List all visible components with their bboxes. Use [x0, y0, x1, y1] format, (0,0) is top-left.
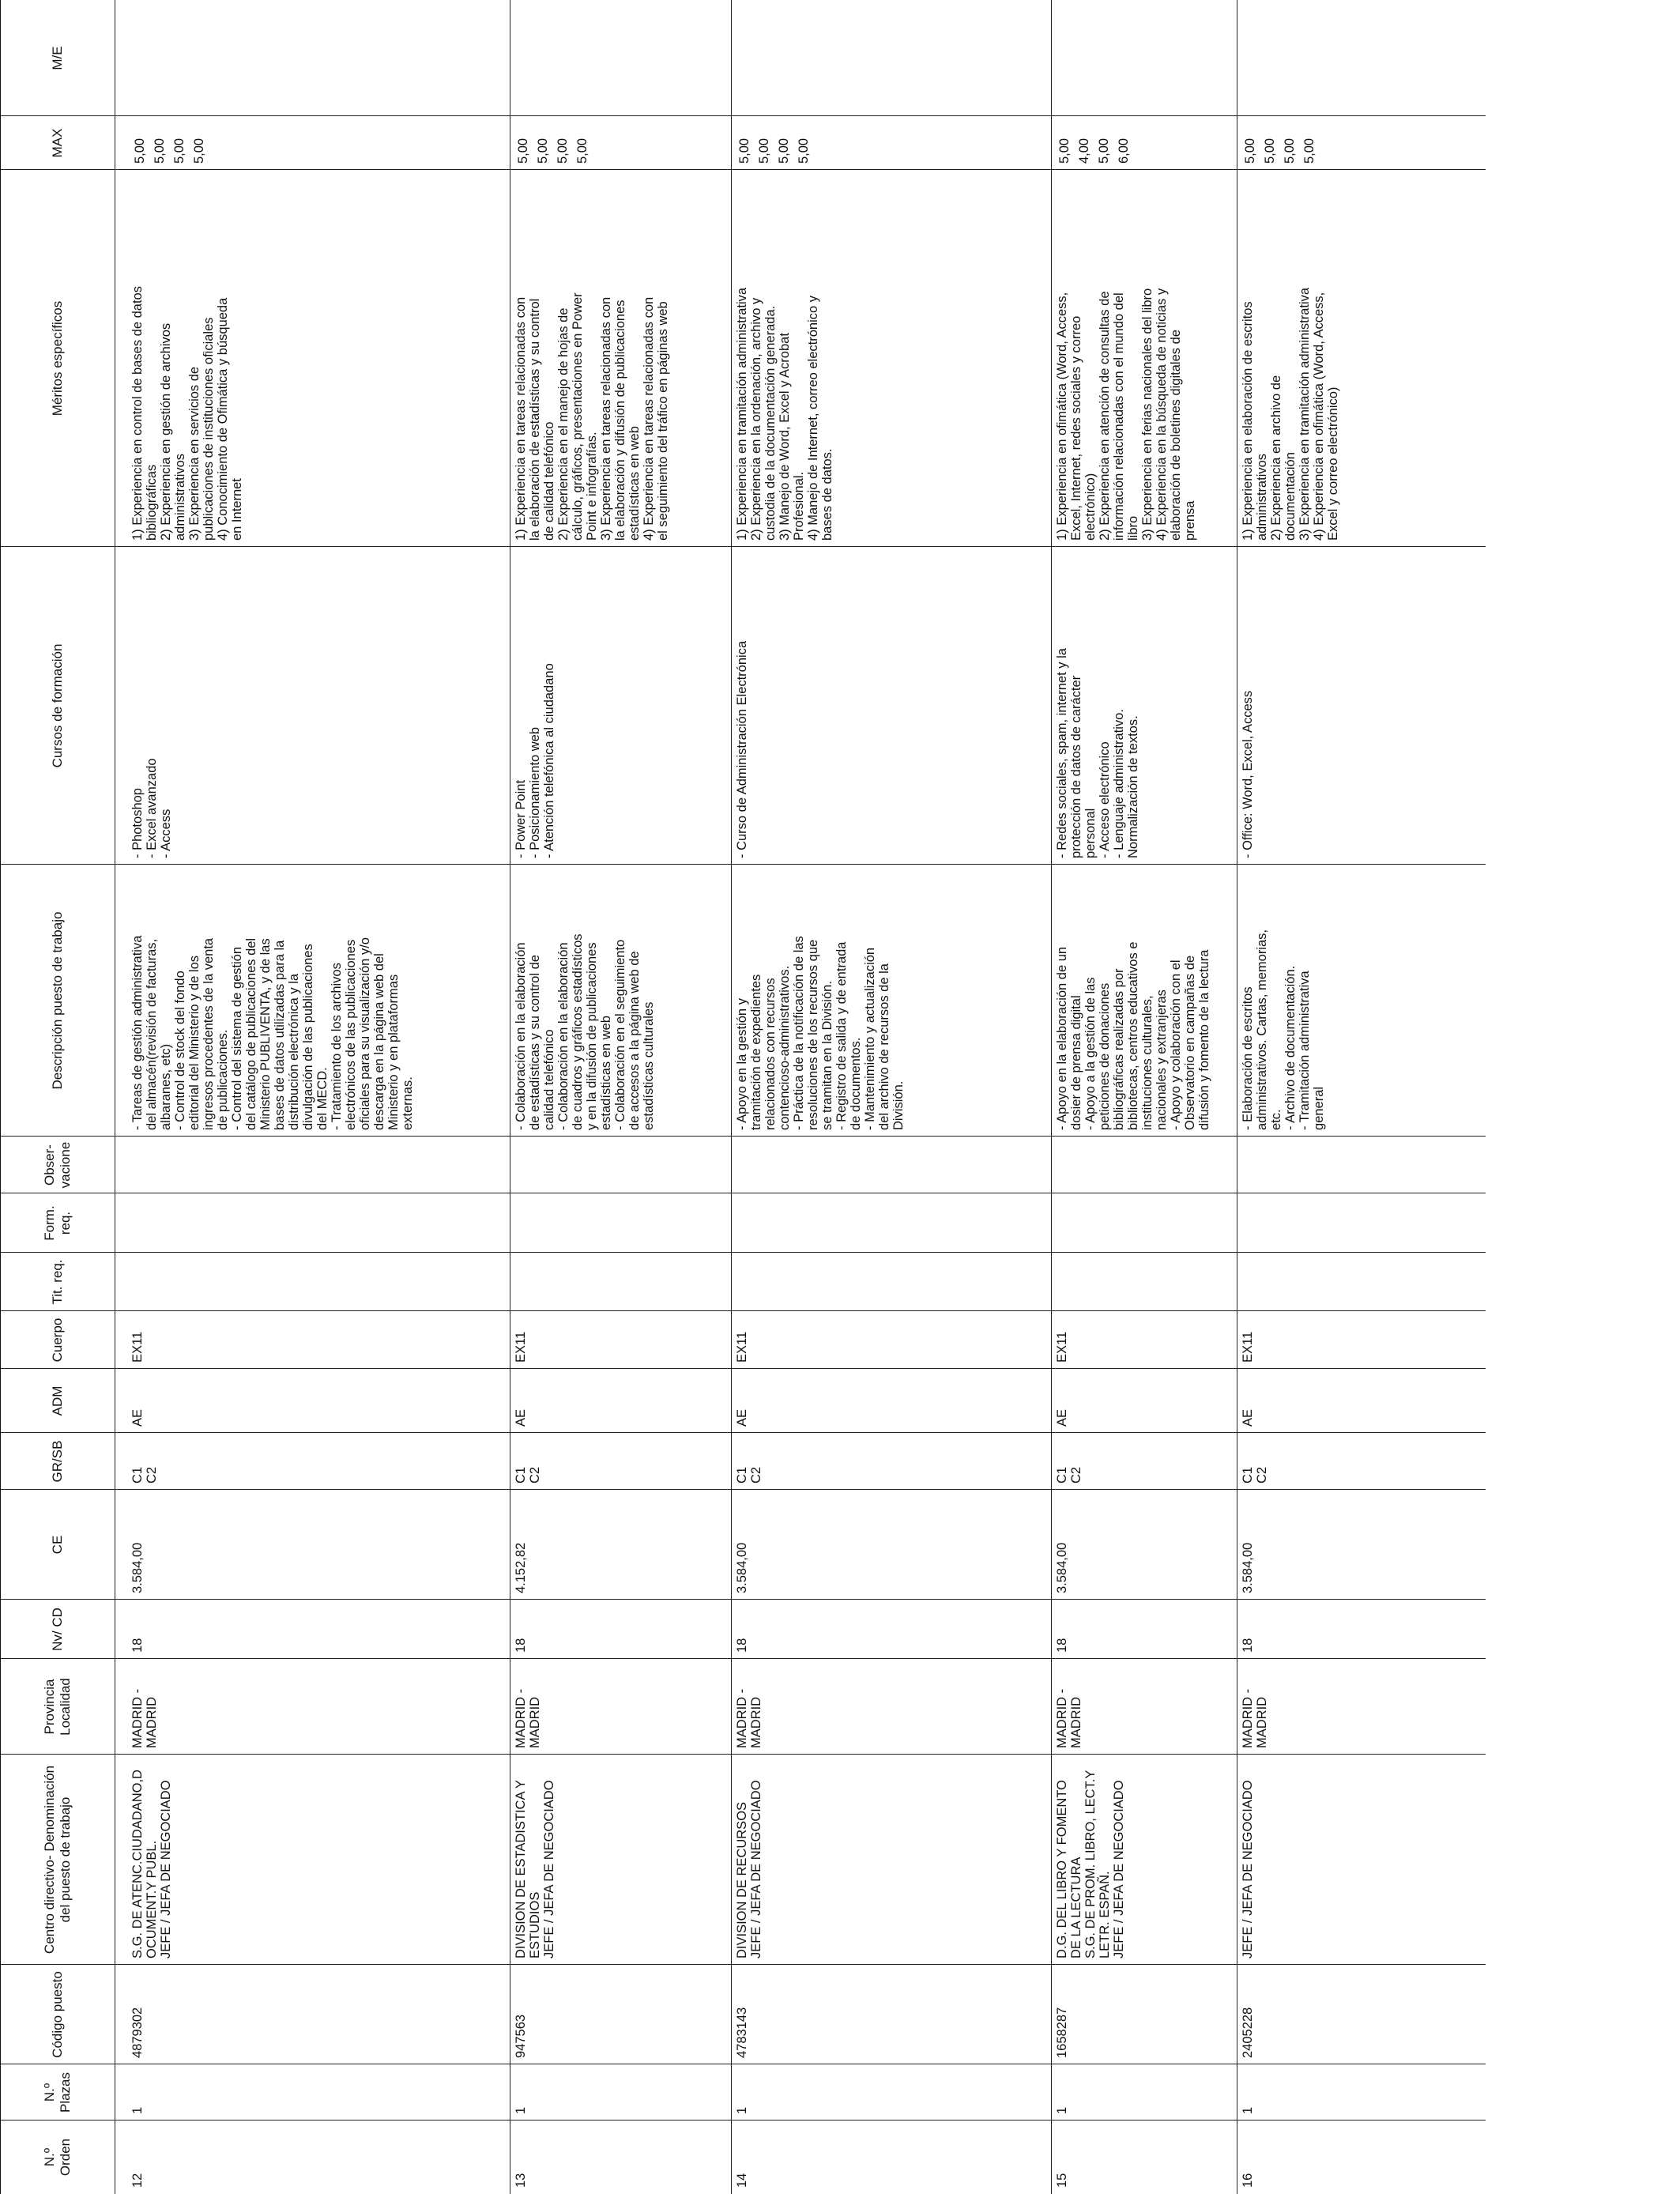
- cell-ce: 3.584,00: [735, 1542, 749, 1593]
- column-divider: [0, 1252, 1486, 1253]
- header-meritos-label: Méritos específicos: [50, 300, 65, 417]
- header-adm: [0, 1369, 115, 1433]
- cell-cursos: - Power Point - Posicionamiento web - Atención telefónica al ciudadano: [514, 663, 556, 858]
- header-max: [0, 116, 115, 170]
- cell-max: 5,00 4,00 5,00 6,00: [1057, 138, 1131, 164]
- cell-cursos: - Office: Word, Excel, Access: [1241, 690, 1255, 858]
- cell-nivel: 18: [514, 1638, 528, 1653]
- header-cursos: [0, 547, 115, 865]
- header-me-label: M/E: [50, 46, 65, 70]
- header-ce-label: CE: [50, 1535, 65, 1555]
- cell-plazas: 1: [1241, 2106, 1255, 2114]
- cell-grupo: C1 C2: [735, 1466, 763, 1483]
- column-divider: [0, 864, 1486, 865]
- cell-orden: 12: [130, 2173, 145, 2188]
- header-orden: [0, 2120, 115, 2194]
- cell-meritos: 1) Experiencia en tramitación administrativa 2) Experiencia en la ordenación, archivo y custodia de la documentación generada. 3) Manejo de Word, Excel y Acrobat Profesional. 4) Manejo de Internet, correo electrónico y bases de datos.: [735, 287, 834, 541]
- cell-max: 5,00 5,00 5,00 5,00: [1243, 138, 1317, 164]
- column-divider: [0, 1658, 1486, 1659]
- cell-grupo: C1 C2: [130, 1466, 159, 1483]
- cell-cuerpo: EX11: [1241, 1331, 1255, 1363]
- cell-nivel: 18: [130, 1638, 145, 1653]
- column-divider: [0, 1489, 1486, 1490]
- header-descripcion-label: Descripción puesto de trabajo: [50, 911, 65, 1090]
- header-grupo: [0, 1433, 115, 1490]
- cell-codigo: 1658287: [1055, 2007, 1069, 2058]
- header-centro: [0, 1755, 115, 1965]
- header-observaciones: [0, 1137, 115, 1193]
- cell-centro: S.G. DE ATENC.CIUDADANO,D OCUMENT.Y PUBL. JEFE / JEFA DE NEGOCIADO: [130, 1770, 173, 1958]
- cell-codigo: 2405228: [1241, 2007, 1255, 2058]
- cell-adm: AE: [1241, 1408, 1255, 1427]
- cell-adm: AE: [130, 1408, 145, 1427]
- header-titulacion-label: Tit. req.: [50, 1259, 65, 1305]
- header-meritos: [0, 170, 115, 547]
- cell-meritos: 1) Experiencia en ofimática (Word, Access, Excel, Internet, redes sociales y correo electrónico) 2) Experiencia en atención de consultas de información relacionadas con el mundo del libro 3) Experiencia en ferias nacionales del libro 4) Experiencia en la búsqueda de noticias y elaboración de boletines digitales de prensa: [1055, 288, 1197, 541]
- column-divider: [0, 1754, 1486, 1755]
- header-plazas: [0, 2064, 115, 2120]
- header-adm-label: ADM: [50, 1385, 65, 1416]
- cell-centro: DIVISION DE RECURSOS JEFE / JEFA DE NEGOCIADO: [735, 1780, 763, 1958]
- row-separator: [731, 0, 732, 2194]
- header-codigo: [0, 1965, 115, 2064]
- header-cuerpo: [0, 1311, 115, 1369]
- header-provincia-label: Provincia Localidad: [42, 1678, 73, 1736]
- header-nivel: [0, 1600, 115, 1659]
- cell-orden: 14: [735, 2173, 749, 2188]
- column-divider: [0, 1136, 1486, 1137]
- column-divider: [0, 1310, 1486, 1311]
- column-divider: [0, 1599, 1486, 1600]
- cell-codigo: 4879302: [130, 2007, 145, 2058]
- cell-max: 5,00 5,00 5,00 5,00: [133, 138, 206, 164]
- cell-cuerpo: EX11: [130, 1331, 145, 1363]
- cell-grupo: C1 C2: [1055, 1466, 1083, 1483]
- cell-plazas: 1: [514, 2106, 528, 2114]
- cell-plazas: 1: [1055, 2106, 1069, 2114]
- header-cursos-label: Cursos de formación: [50, 643, 65, 768]
- cell-meritos: 1) Experiencia en control de bases de datos bibliográficas 2) Experiencia en gestión de archivos administrativos 3) Experiencia en servicios de publicaciones de instituciones oficiales 4) Conocimiento de Ofimática y búsqueda en Internet: [130, 286, 244, 541]
- cell-plazas: 1: [130, 2106, 145, 2114]
- cell-adm: AE: [514, 1408, 528, 1427]
- cell-orden: 15: [1055, 2173, 1069, 2188]
- cell-adm: AE: [1055, 1408, 1069, 1427]
- header-descripcion: [0, 865, 115, 1137]
- cell-codigo: 4783143: [735, 2007, 749, 2058]
- header-provincia: [0, 1659, 115, 1755]
- header-max-label: MAX: [50, 128, 65, 158]
- column-divider: [0, 1432, 1486, 1433]
- cell-ce: 3.584,00: [1241, 1542, 1255, 1593]
- cell-grupo: C1 C2: [1241, 1466, 1269, 1483]
- cell-orden: 16: [1241, 2173, 1255, 2188]
- cell-cursos: - Photoshop - Excel avanzado - Access: [130, 758, 173, 858]
- header-me: [0, 0, 115, 116]
- cell-adm: AE: [735, 1408, 749, 1427]
- cell-codigo: 947563: [514, 2014, 528, 2058]
- cell-provincia: MADRID - MADRID: [1241, 1688, 1269, 1748]
- header-titulacion: [0, 1253, 115, 1311]
- cell-meritos: 1) Experiencia en tareas relacionadas con la elaboración de estadísticas y su control de calidad telefónico 2) Experiencia en el manejo de hojas de cálculo, gráficos, presentaciones en Power Point e infografías. 3) Experiencia en tareas relacionadas con la elaboración y difusión de publicaciones estadísticas en web 4) Experiencia en tareas relacionadas con el seguimiento del tráfico en páginas web: [514, 292, 670, 541]
- cell-cursos: - Redes sociales, spam, internet y la protección de datos de carácter personal - Acceso electrónico - Lenguaje administrativo. Normalización de textos.: [1055, 648, 1140, 858]
- header-orden-label: N.º Orden: [42, 2138, 73, 2177]
- cell-cuerpo: EX11: [735, 1331, 749, 1363]
- cell-plazas: 1: [735, 2106, 749, 2114]
- header-grupo-label: GR/SB: [50, 1440, 65, 1483]
- cell-provincia: MADRID - MADRID: [735, 1688, 763, 1748]
- header-observaciones-label: Obser- vacione: [42, 1141, 73, 1189]
- cell-ce: 4.152,82: [514, 1542, 528, 1593]
- cell-grupo: C1 C2: [514, 1466, 542, 1483]
- header-cuerpo-label: Cuerpo: [50, 1318, 65, 1363]
- row-separator: [1051, 0, 1052, 2194]
- header-centro-label: Centro directivo- Denominación del puesto de trabajo: [42, 1765, 73, 1955]
- cell-centro: JEFE / JEFA DE NEGOCIADO: [1241, 1780, 1255, 1958]
- header-ce: [0, 1490, 115, 1600]
- cell-nivel: 18: [1055, 1638, 1069, 1653]
- cell-centro: DIVISION DE ESTADISTICA Y ESTUDIOS JEFE / JEFA DE NEGOCIADO: [514, 1780, 556, 1958]
- cell-cuerpo: EX11: [514, 1331, 528, 1363]
- cell-provincia: MADRID - MADRID: [514, 1688, 542, 1748]
- header-formacion-label: Form. req.: [42, 1205, 73, 1241]
- cell-cuerpo: EX11: [1055, 1331, 1069, 1363]
- cell-nivel: 18: [1241, 1638, 1255, 1653]
- column-divider: [0, 115, 1486, 116]
- header-plazas-label: N.º Plazas: [42, 2071, 73, 2113]
- header-codigo-label: Código puesto: [50, 1971, 65, 2058]
- column-divider: [0, 1368, 1486, 1369]
- header-formacion: [0, 1193, 115, 1253]
- column-divider: [0, 169, 1486, 170]
- cell-orden: 13: [514, 2173, 528, 2188]
- cell-cursos: - Curso de Administración Electrónica: [735, 640, 749, 858]
- cell-ce: 3.584,00: [130, 1542, 145, 1593]
- cell-provincia: MADRID - MADRID: [1055, 1688, 1083, 1748]
- cell-ce: 3.584,00: [1055, 1542, 1069, 1593]
- cell-provincia: MADRID - MADRID: [130, 1688, 159, 1748]
- cell-max: 5,00 5,00 5,00 5,00: [516, 138, 590, 164]
- cell-descripcion: - Tareas de gestión administrativa del almacén(revisión de facturas, albaranes, etc) - Control de stock del fondo editorial del Ministerio y de los ingresos procedentes de la venta de publicaciones. - Control del sistema de gestión del catálogo de publicaciones del Ministerio PUBLIVENTA, y de las bases de datos utilizadas para la distribución electrónica y la divulgación de las publicaciones del MECD. - Tratamiento de los archivos electrónicos de las publicaciones oficiales para su visualización y/o descarga en la página web del Ministerio y en plataformas externas.: [130, 935, 415, 1130]
- header-nivel-label: Nv/ CD: [50, 1608, 65, 1651]
- cell-descripcion: - Elaboración de escritos administrativos. Cartas, memorias, etc. - Archivo de documentación. - Tramitación administrativa general: [1241, 929, 1326, 1130]
- cell-meritos: 1) Experiencia en elaboración de escritos administrativos 2) Experiencia en archivo de documentación 3) Experiencia en tramitación administrativa 4) Experiencia en ofimática (Word, Access, Excel y correo electrónico): [1241, 287, 1340, 541]
- cell-descripcion: - Colaboración en la elaboración de estadísticas y su control de calidad telefónico - Colaboración en la elaboración de cuadros y gráficos estadísticos y en la difusión de publicaciones estadísticas en web - Colaboración en el seguimiento de accesos a la página web de estadísticas culturales: [514, 933, 656, 1130]
- cell-descripcion: - Apoyo en la gestión y tramitación de expedientes relacionados con recursos contencioso-administrativos. - Práctica de la notificación de las resoluciones de los recursos que se tramitan en la División. - Registro de salida y de entrada de documentos. - Mantenimiento y actualización del archivo de recursos de la División.: [735, 936, 906, 1130]
- cell-descripcion: - Apoyo en la elaboración de un dosier de prensa digital - Apoyo a la gestión de las peticiones de donaciones bibliográficas realizadas por bibliotecas, centros educativos e instituciones culturales, nacionales y extranjeras - Apoyo y colaboración con el Observatorio en campañas de difusión y fomento de la lectura: [1055, 941, 1211, 1130]
- cell-max: 5,00 5,00 5,00 5,00: [737, 138, 811, 164]
- column-divider: [0, 1964, 1486, 1965]
- column-divider: [0, 546, 1486, 547]
- cell-nivel: 18: [735, 1638, 749, 1653]
- cell-centro: D.G. DEL LIBRO Y FOMENTO DE LA LECTURA S.G. DE PROM. LIBRO, LECT.Y LETR. ESPAÑ. JEFE / JEFA DE NEGOCIADO: [1055, 1770, 1126, 1958]
